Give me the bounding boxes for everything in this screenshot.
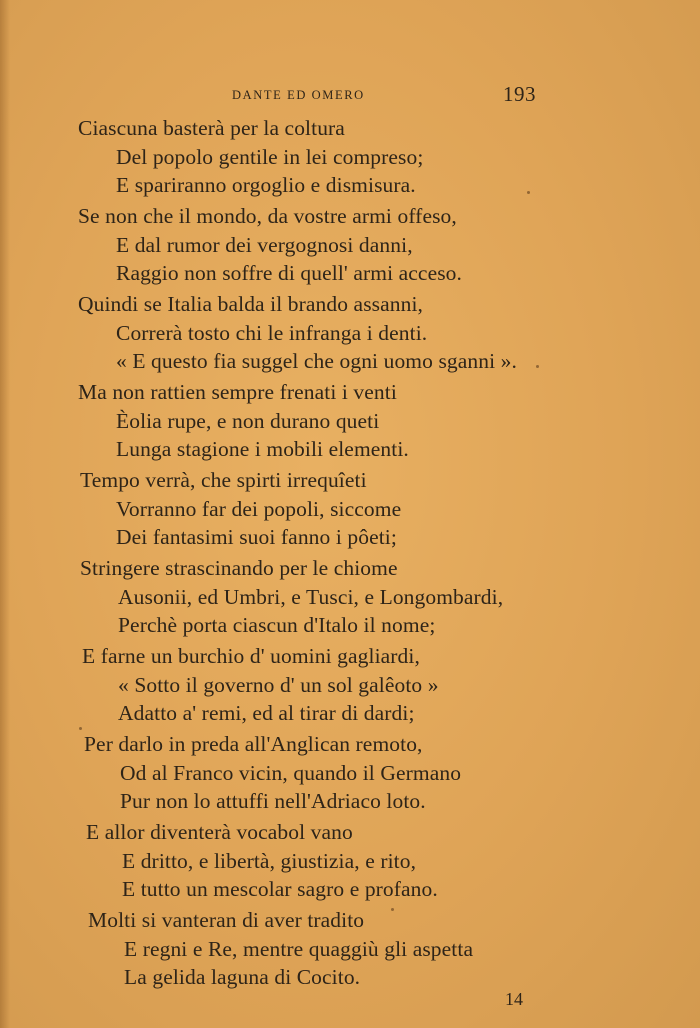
poem-line: Vorranno far dei popoli, siccome	[116, 497, 402, 521]
poem-line: Od al Franco vicin, quando il Germano	[120, 761, 462, 785]
running-head: DANTE ED OMERO	[232, 88, 365, 102]
page-number: 193	[503, 82, 536, 106]
poem-line: E farne un burchio d' uomini gagliardi,	[82, 644, 420, 668]
paper-speck	[536, 365, 539, 368]
printer-signature: 14	[505, 989, 523, 1009]
poem-line: Ciascuna basterà per la coltura	[78, 116, 345, 140]
paper-speck	[391, 908, 394, 911]
poem-line: Se non che il mondo, da vostre armi offeso,	[78, 204, 457, 228]
paper-speck	[527, 191, 530, 194]
poem-line: Lunga stagione i mobili elementi.	[116, 437, 409, 461]
poem-line: E dal rumor dei vergognosi danni,	[116, 233, 413, 257]
poem-line: Quindi se Italia balda il brando assanni,	[78, 292, 424, 316]
paper-speck	[79, 727, 82, 730]
poem-line: La gelida laguna di Cocito.	[124, 965, 361, 989]
poem-line: Tempo verrà, che spirti irrequîeti	[80, 468, 367, 492]
poem-line: Per darlo in preda all'Anglican remoto,	[84, 732, 423, 756]
poem-line: Molti si vanteran di aver tradito	[88, 908, 365, 932]
poem-line: E tutto un mescolar sagro e profano.	[122, 877, 438, 901]
poem-line: Adatto a' remi, ed al tirar di dardi;	[118, 701, 415, 725]
poem-line: Del popolo gentile in lei compreso;	[116, 145, 424, 169]
poem-line: Ausonii, ed Umbri, e Tusci, e Longombardi,	[118, 585, 504, 609]
poem-line: « E questo fia suggel che ogni uomo sganni ».	[116, 349, 517, 373]
poem-line: Èolia rupe, e non durano queti	[116, 409, 380, 433]
poem-line: Perchè porta ciascun d'Italo il nome;	[118, 613, 436, 637]
page-header	[0, 82, 700, 112]
poem-line: « Sotto il governo d' un sol galêoto »	[118, 673, 439, 697]
poem-line: Dei fantasimi suoi fanno i pôeti;	[116, 525, 397, 549]
poem-line: Ma non rattien sempre frenati i venti	[78, 380, 397, 404]
spine-shadow	[0, 0, 10, 1028]
poem-line: E allor diventerà vocabol vano	[86, 820, 353, 844]
poem-line: E dritto, e libertà, giustizia, e rito,	[122, 849, 417, 873]
poem-line: Stringere strascinando per le chiome	[80, 556, 398, 580]
poem-line: Raggio non soffre di quell' armi acceso.	[116, 261, 463, 285]
poem-line: Correrà tosto chi le infranga i denti.	[116, 321, 428, 345]
poem-line: E regni e Re, mentre quaggiù gli aspetta	[124, 937, 474, 961]
poem-line: E spariranno orgoglio e dismisura.	[116, 173, 416, 197]
poem-line: Pur non lo attuffi nell'Adriaco loto.	[120, 789, 426, 813]
